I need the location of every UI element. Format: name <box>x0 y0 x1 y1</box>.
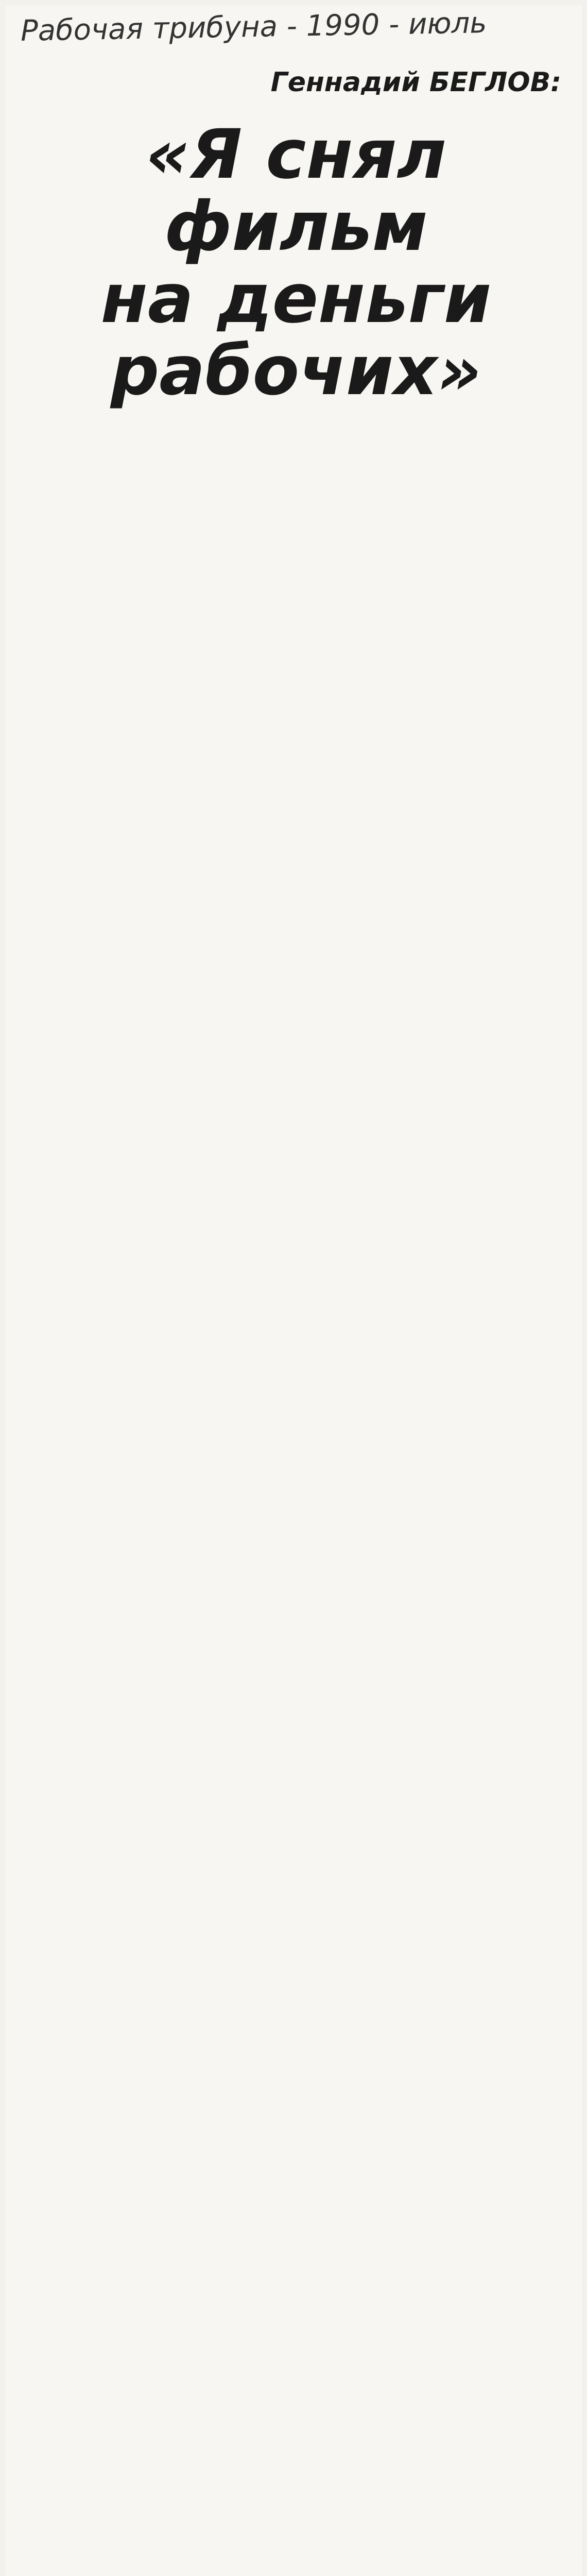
handwritten-source-note: Рабочая трибуна - 1990 - июль <box>20 6 487 48</box>
article-headline: «Я снял фильм на деньги рабочих» <box>100 115 492 411</box>
newspaper-clipping <box>5 5 582 2576</box>
article-lead <box>46 330 551 469</box>
article-body <box>46 479 546 2576</box>
author-byline: Геннадий БЕГЛОВ: <box>270 67 561 98</box>
